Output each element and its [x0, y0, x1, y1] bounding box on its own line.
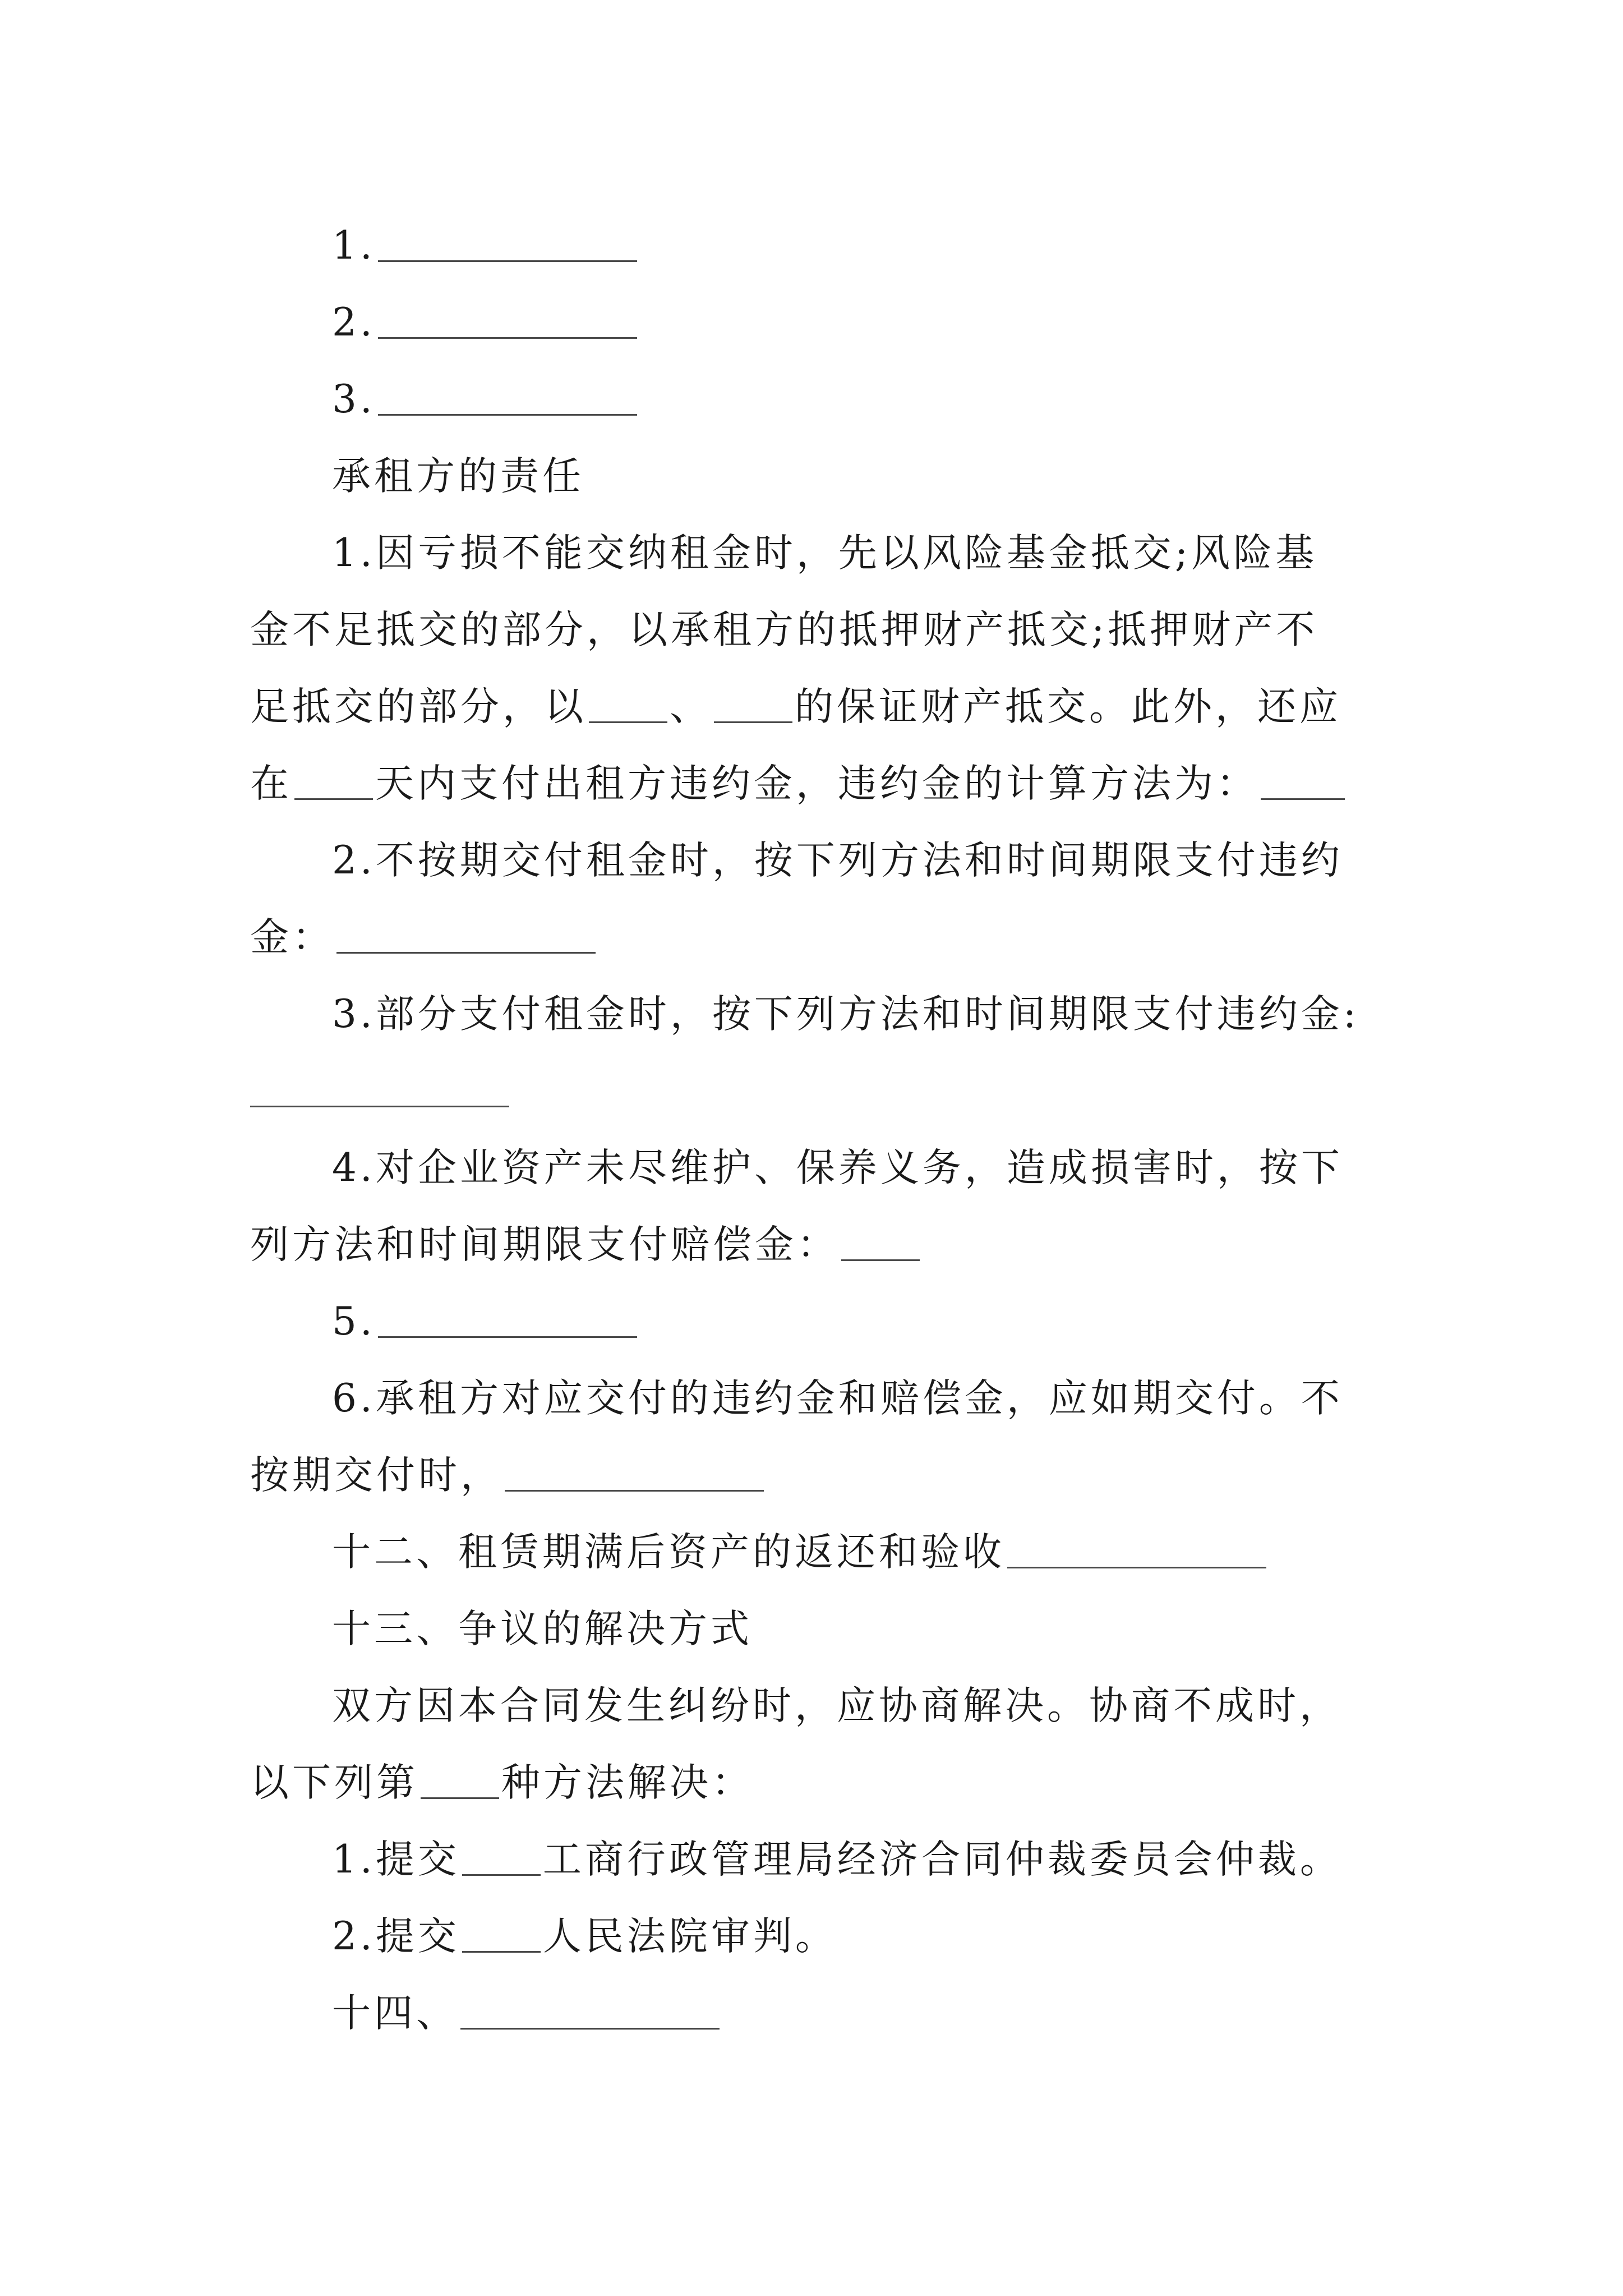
- option-2: [250, 1898, 1389, 1975]
- fill-blank[interactable]: [378, 336, 637, 339]
- text: 天内支付出租方违约金，违约金的计算方法为：: [375, 761, 1258, 806]
- clause-3-line-1: 3.部分支付租金时，按下列方法和时间期限支付违约金:: [332, 992, 1360, 1037]
- clause-2-line-2: [250, 899, 1389, 976]
- text: 足抵交的部分，以: [250, 684, 587, 729]
- text: 种方法解决：: [501, 1760, 754, 1805]
- clause-5: [250, 1283, 1389, 1360]
- clause-6-line-2: [250, 1437, 1389, 1514]
- fill-blank[interactable]: [250, 1105, 509, 1107]
- text: 以下列第: [250, 1760, 418, 1805]
- dispute-line-2: [250, 1745, 1389, 1821]
- section-14-title: 十四、: [332, 1991, 458, 2036]
- text: 1.提交: [332, 1837, 460, 1882]
- fill-blank[interactable]: [378, 1335, 637, 1338]
- fill-blank[interactable]: [589, 720, 667, 723]
- item-2-number: 2.: [332, 300, 376, 345]
- section-heading-lessee-duty: 承租方的责任: [332, 454, 584, 499]
- item-2: [250, 284, 1389, 361]
- text: 在: [250, 761, 292, 806]
- clause-4-line-1: 4.对企业资产未尽维护、保养义务，造成损害时，按下: [332, 1145, 1343, 1190]
- section-12-title: 十二、租赁期满后资产的返还和验收: [332, 1530, 1005, 1575]
- section-14: [250, 1975, 1389, 2052]
- fill-blank[interactable]: [1007, 1566, 1266, 1568]
- option-1: [250, 1821, 1389, 1898]
- text: 金：: [250, 915, 334, 960]
- text: 、: [670, 684, 712, 729]
- clause-1-line-3: [250, 669, 1389, 746]
- clause-1-line-4: [250, 746, 1389, 822]
- clause-4-line-2: [250, 1207, 1389, 1283]
- document-page: [250, 208, 1389, 2052]
- clause-3-line-2: [250, 1053, 1389, 1130]
- item-3: [250, 361, 1389, 438]
- text: 工商行政管理局经济合同仲裁委员会仲裁。: [542, 1837, 1342, 1882]
- clause-1-line-2: 金不足抵交的部分，以承租方的抵押财产抵交;抵押财产不: [250, 608, 1318, 652]
- text: 人民法院审判。: [542, 1914, 837, 1959]
- text: 2.提交: [332, 1914, 460, 1959]
- text: 按期交付时，: [250, 1453, 502, 1498]
- item-1-number: 1.: [332, 223, 376, 268]
- clause-1-line-1: 1.因亏损不能交纳租金时，先以风险基金抵交;风险基: [332, 531, 1318, 576]
- fill-blank[interactable]: [294, 797, 373, 800]
- clause-6-line-1: 6.承租方对应交付的违约金和赔偿金，应如期交付。不: [332, 1376, 1343, 1421]
- clause-2-line-1: 2.不按期交付租金时，按下列方法和时间期限支付违约: [332, 838, 1343, 883]
- dispute-line-1: 双方因本合同发生纠纷时，应协商解决。协商不成时，: [332, 1683, 1341, 1728]
- fill-blank[interactable]: [460, 2027, 720, 2030]
- fill-blank[interactable]: [1261, 797, 1345, 800]
- fill-blank[interactable]: [714, 720, 792, 723]
- fill-blank[interactable]: [378, 413, 637, 416]
- fill-blank[interactable]: [421, 1796, 499, 1799]
- fill-blank[interactable]: [378, 259, 637, 262]
- section-13-title: 十三、争议的解决方式: [332, 1607, 753, 1651]
- item-1: [250, 208, 1389, 284]
- item-3-number: 3.: [332, 377, 376, 422]
- fill-blank[interactable]: [505, 1489, 764, 1492]
- fill-blank[interactable]: [841, 1258, 920, 1261]
- fill-blank[interactable]: [462, 1873, 541, 1876]
- section-12: [250, 1514, 1389, 1591]
- fill-blank[interactable]: [462, 1950, 541, 1953]
- text: 列方法和时间期限支付赔偿金：: [250, 1222, 839, 1267]
- clause-5-number: 5.: [332, 1299, 376, 1344]
- fill-blank[interactable]: [336, 951, 596, 954]
- text: 的保证财产抵交。此外，还应: [795, 684, 1341, 729]
